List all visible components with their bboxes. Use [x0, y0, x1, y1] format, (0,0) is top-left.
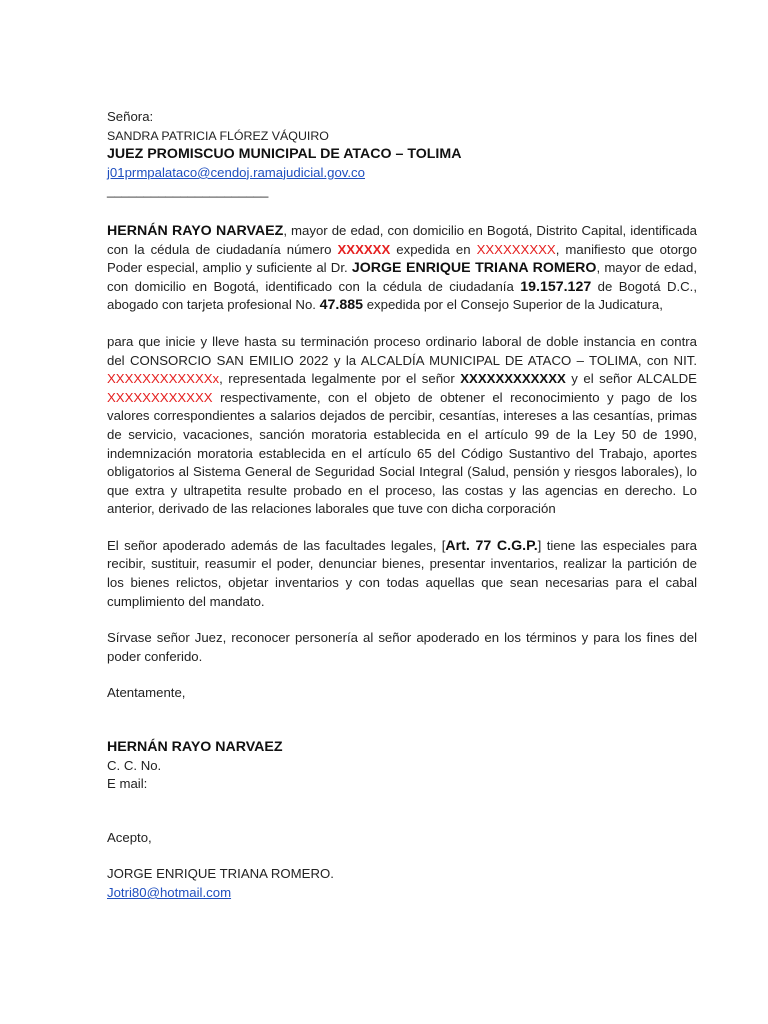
attorney-id-number: 19.157.127 — [520, 278, 592, 295]
closing-text: Atentamente, — [107, 685, 186, 701]
nit-placeholder: XXXXXXXXXXXXx — [107, 371, 220, 387]
recipient-email-link[interactable]: j01prmpalataco@cendoj.ramajudicial.gov.co — [107, 164, 365, 180]
city-placeholder: XXXXXXXXX — [476, 241, 556, 257]
recipient-name: SANDRA PATRICIA FLÓREZ VÁQUIRO — [107, 128, 329, 143]
attorney-signature-name: JORGE ENRIQUE TRIANA ROMERO. — [107, 866, 334, 882]
purpose-paragraph: para que inicie y lleve hasta su terminación proceso ordinario laboral de doble instancia en contra del CONSORCIO SAN EMILIO 2022 y la ALCALDÍA MUNICIPAL DE ATACO – TOLIMA, con NIT. XXXXXXXXXXXXx, representada legalmente por el señor XXXXXXXXXXXX y el señor ALCALDE XXXXXXXXXXXX respectivamente, con el objeto de obtener el reconocimiento y pago de los valores correspondientes a salarios dejados de percibir, cesantías, intereses a las cesantías, primas de servicio, vacaciones, sanción moratoria establecida en el artículo 99 de la Ley 50 de 1990, indemnización moratoria establecida en el artículo 65 del Código Sustantivo del Trabajo, aportes obligatorios al Sistema General de Seguridad Social Integral (Salud, pensión y riesgos laborales), lo que extra y ultrapetita resulte probado en el proceso, las costas y las agencias en derecho. Lo anterior, derivado de las relaciones laborales que tuve con dicha corporación — [107, 333, 697, 517]
grantor-email-label: E mail: — [107, 776, 148, 792]
mayor-placeholder: XXXXXXXXXXXX — [107, 389, 213, 405]
license-number: 47.885 — [319, 297, 364, 314]
recipient-court: JUEZ PROMISCUO MUNICIPAL DE ATACO – TOLIMA — [107, 146, 462, 163]
article-reference: Art. 77 C.G.P. — [445, 537, 538, 554]
faculties-paragraph: El señor apoderado además de las facultades legales, [Art. 77 C.G.P.] tiene las especiales para recibir, sustituir, reasumir el poder, denunciar bienes, presentar inventarios, realizar la partición de los bienes relictos, objetar inventarios y con todas aquellas que sean necesarias para el cabal cumplimiento del mandato. — [107, 537, 697, 609]
representative-placeholder: XXXXXXXXXXXX — [460, 371, 566, 387]
separator-line: ______________________ — [107, 183, 269, 199]
attorney-email-link[interactable]: Jotri80@hotmail.com — [107, 885, 232, 900]
document-page — [107, 108, 697, 903]
attorney-name: JORGE ENRIQUE TRIANA ROMERO — [351, 260, 597, 277]
power-grant-paragraph: HERNÁN RAYO NARVAEZ, mayor de edad, con domicilio en Bogotá, Distrito Capital, identificada con la cédula de ciudadanía número XXXXXX expedida en XXXXXXXXX, manifiesto que otorgo Poder especial, amplio y suficiente al Dr. JORGE ENRIQUE TRIANA ROMERO, mayor de edad, con domicilio en Bogotá, identificado con la cédula de ciudadanía 19.157.127 de Bogotá D.C., abogado con tarjeta profesional No. 47.885 expedida por el Consejo Superior de la Judicatura, — [107, 222, 698, 314]
id-placeholder: XXXXXX — [337, 241, 391, 257]
grantor-signature-name: HERNÁN RAYO NARVAEZ — [107, 739, 283, 756]
acceptance-label: Acepto, — [107, 829, 152, 845]
salutation: Señora: — [107, 109, 154, 124]
grantor-name: HERNÁN RAYO NARVAEZ — [107, 222, 284, 239]
grantor-id-label: C. C. No. — [107, 757, 162, 773]
request-paragraph: Sírvase señor Juez, reconocer personería al señor apoderado en los términos y para los fines del poder conferido. — [107, 630, 697, 664]
